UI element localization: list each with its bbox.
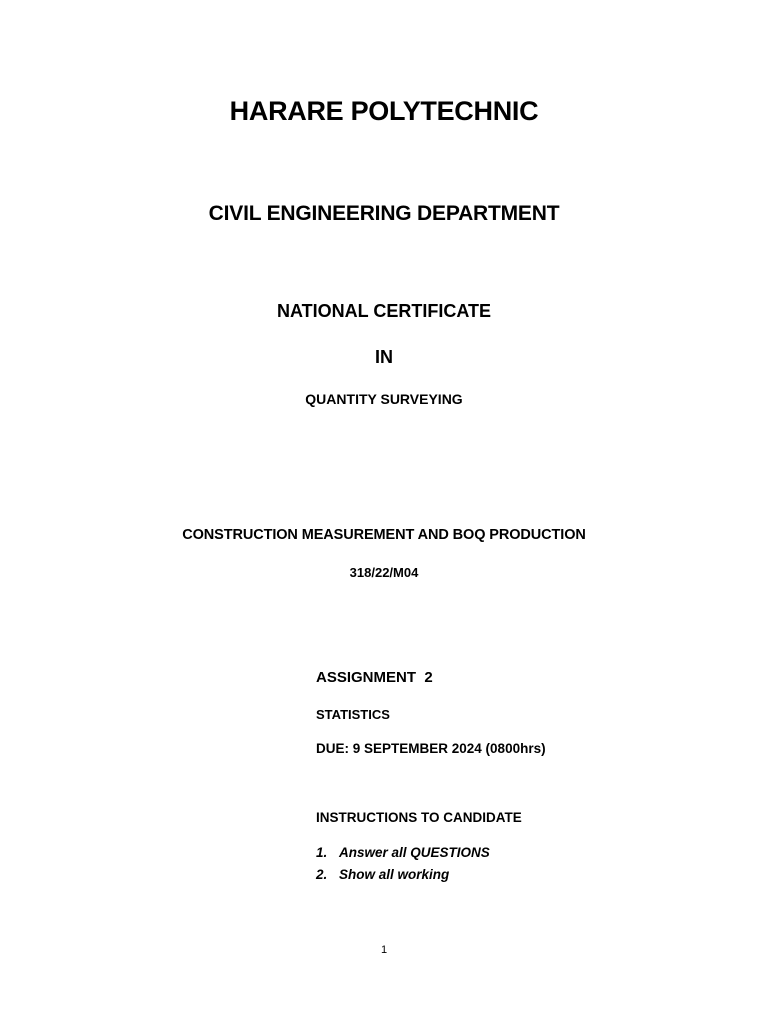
list-item-number: 2. <box>316 867 328 882</box>
page-number: 1 <box>380 944 388 956</box>
list-item <box>316 866 490 888</box>
qualification-title: NATIONAL CERTIFICATE <box>277 301 491 321</box>
department-title: CIVIL ENGINEERING DEPARTMENT <box>208 202 560 225</box>
list-item-number: 1. <box>316 845 328 860</box>
list-item-text: Show all working <box>339 867 450 882</box>
list-item-text: Answer all QUESTIONS <box>339 845 490 860</box>
institution-title: HARARE POLYTECHNIC <box>229 96 539 126</box>
course-title: CONSTRUCTION MEASUREMENT AND BOQ PRODUCTION <box>182 527 586 543</box>
course-code: 318/22/M04 <box>349 565 419 580</box>
due-date: DUE: 9 SEPTEMBER 2024 (0800hrs) <box>316 741 546 756</box>
instructions-list <box>316 844 490 888</box>
instructions-heading: INSTRUCTIONS TO CANDIDATE <box>316 810 522 825</box>
specialism-title: QUANTITY SURVEYING <box>305 391 463 407</box>
list-item <box>316 844 490 866</box>
assignment-title: ASSIGNMENT 2 <box>316 669 433 686</box>
qualification-connector: IN <box>375 347 393 367</box>
assignment-subject: STATISTICS <box>316 707 390 722</box>
